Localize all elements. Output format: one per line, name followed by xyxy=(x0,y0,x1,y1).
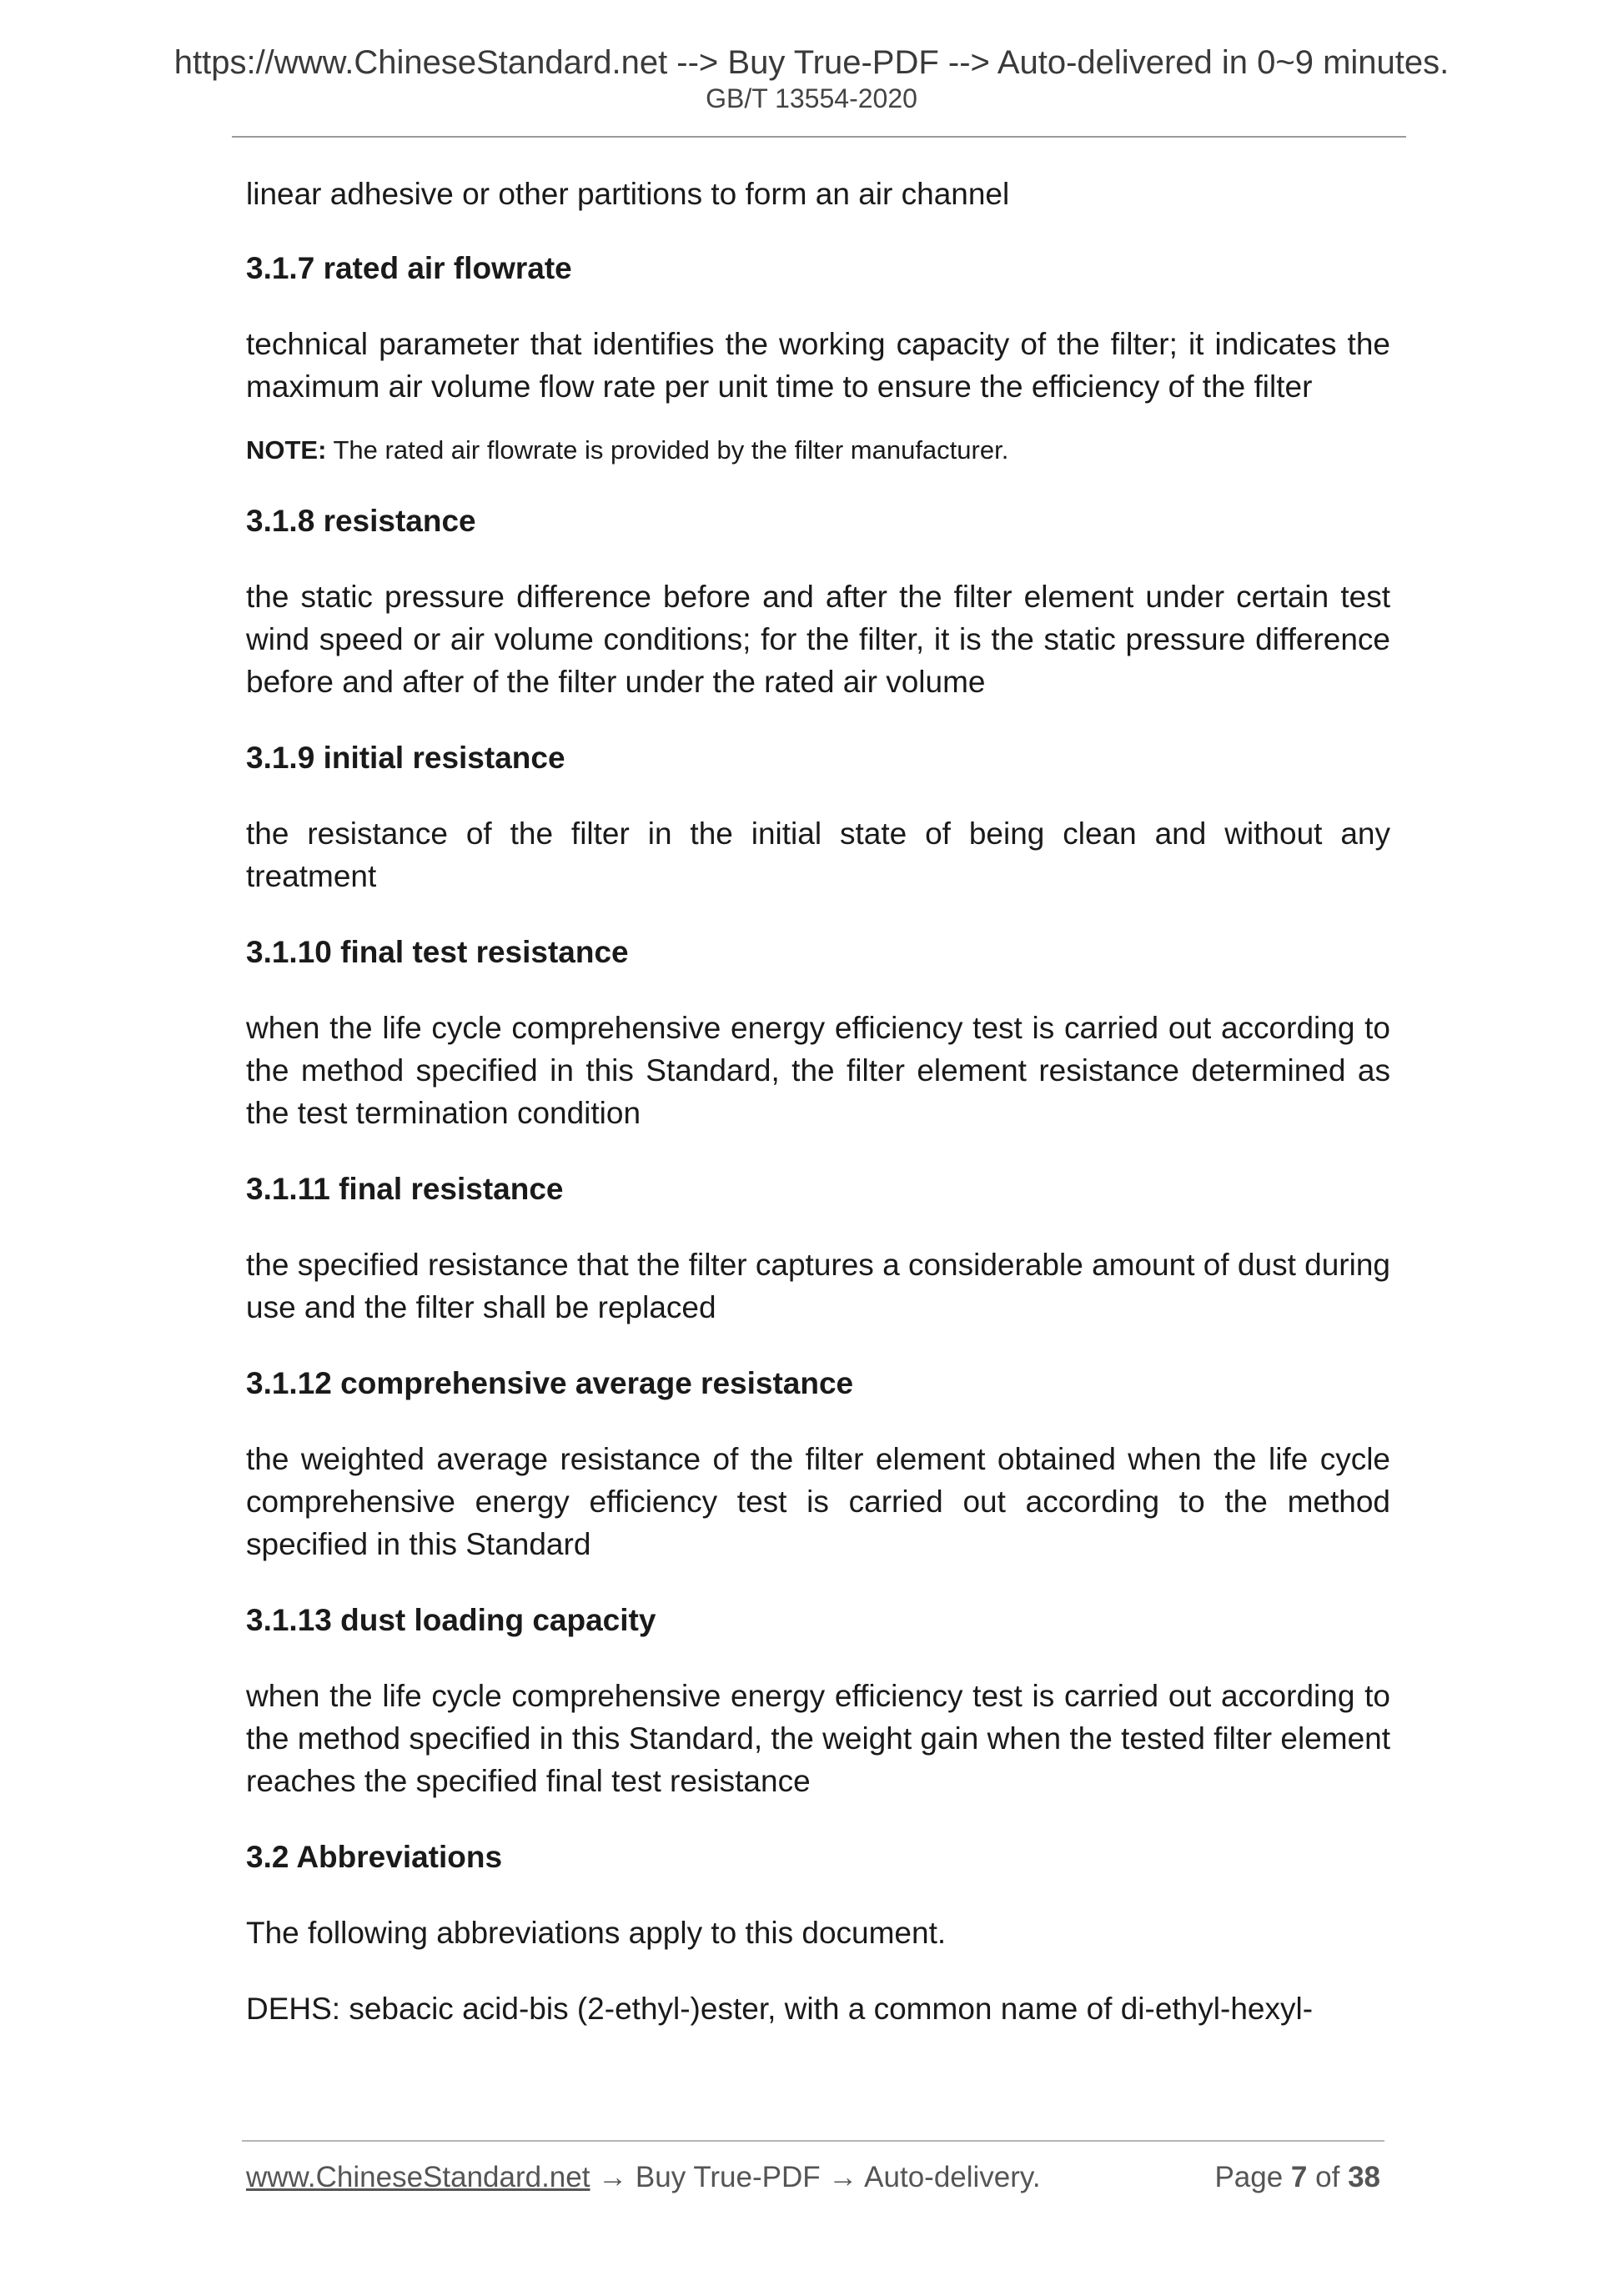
term-heading-3-1-13: 3.1.13 dust loading capacity xyxy=(246,1603,656,1637)
section-heading-3-2: 3.2 Abbreviations xyxy=(246,1840,503,1874)
term-definition-3-1-10: when the life cycle comprehensive energy efficiency test is carried out according to the method specified in this Standard, the filter element resistance determined as the test termination condition xyxy=(246,1011,1390,1130)
term-definition-3-1-13: when the life cycle comprehensive energy efficiency test is carried out according to the method specified in this Standard, the weight gain when the tested filter element reaches the specified final test resistance xyxy=(246,1679,1390,1798)
abbreviations-intro: The following abbreviations apply to this document. xyxy=(246,1916,947,1950)
header-divider xyxy=(232,136,1406,138)
page-footer xyxy=(246,2157,1380,2198)
term-definition-3-1-7: technical parameter that identifies the working capacity of the filter; it indicates the maximum air volume flow rate per unit time to ensure the efficiency of the filter xyxy=(246,327,1390,404)
total-pages: 38 xyxy=(1348,2161,1380,2193)
note-text: The rated air flowrate is provided by the filter manufacturer. xyxy=(326,435,1009,465)
term-heading-3-1-8: 3.1.8 resistance xyxy=(246,504,476,538)
note xyxy=(246,433,1390,468)
term-heading-3-1-11: 3.1.11 final resistance xyxy=(246,1172,564,1206)
page-indicator xyxy=(1214,2157,1380,2198)
term-heading-3-1-10: 3.1.10 final test resistance xyxy=(246,935,629,969)
standard-code: GB/T 13554-2020 xyxy=(706,83,917,113)
term-heading-3-1-12: 3.1.12 comprehensive average resistance xyxy=(246,1366,854,1400)
term-definition-3-1-11: the specified resistance that the filter captures a considerable amount of dust during use and the filter shall be replaced xyxy=(246,1248,1390,1324)
footer-tagline: → Buy True-PDF → Auto-delivery. xyxy=(590,2161,1041,2193)
term-definition-3-1-8: the static pressure difference before and after the filter element under certain test wind speed or air volume conditions; for the filter, it is the static pressure difference before and after of the filter under the rated air volume xyxy=(246,580,1390,699)
page-word: Page xyxy=(1214,2161,1284,2193)
document-body xyxy=(246,173,1390,2063)
term-heading-3-1-9: 3.1.9 initial resistance xyxy=(246,741,565,775)
term-definition-3-1-9: the resistance of the filter in the initial state of being clean and without any treatment xyxy=(246,816,1390,893)
abbreviation-dehs: DEHS: sebacic acid-bis (2-ethyl-)ester, with a common name of di-ethyl-hexyl- xyxy=(246,1992,1314,2026)
note-label: NOTE: xyxy=(246,435,327,465)
paragraph-continuation: linear adhesive or other partitions to form an air channel xyxy=(246,177,1010,211)
footer-site-link[interactable]: www.ChineseStandard.net xyxy=(246,2161,590,2193)
footer-divider xyxy=(242,2140,1384,2142)
of-word: of xyxy=(1315,2161,1340,2193)
header-banner: https://www.ChineseStandard.net --> Buy True-PDF --> Auto-delivered in 0~9 minutes. xyxy=(173,44,1450,81)
term-definition-3-1-12: the weighted average resistance of the filter element obtained when the life cycle comprehensive energy efficiency test is carried out according to the method specified in this Standard xyxy=(246,1442,1390,1561)
page-number: 7 xyxy=(1290,2161,1308,2193)
term-heading-3-1-7: 3.1.7 rated air flowrate xyxy=(246,251,572,285)
